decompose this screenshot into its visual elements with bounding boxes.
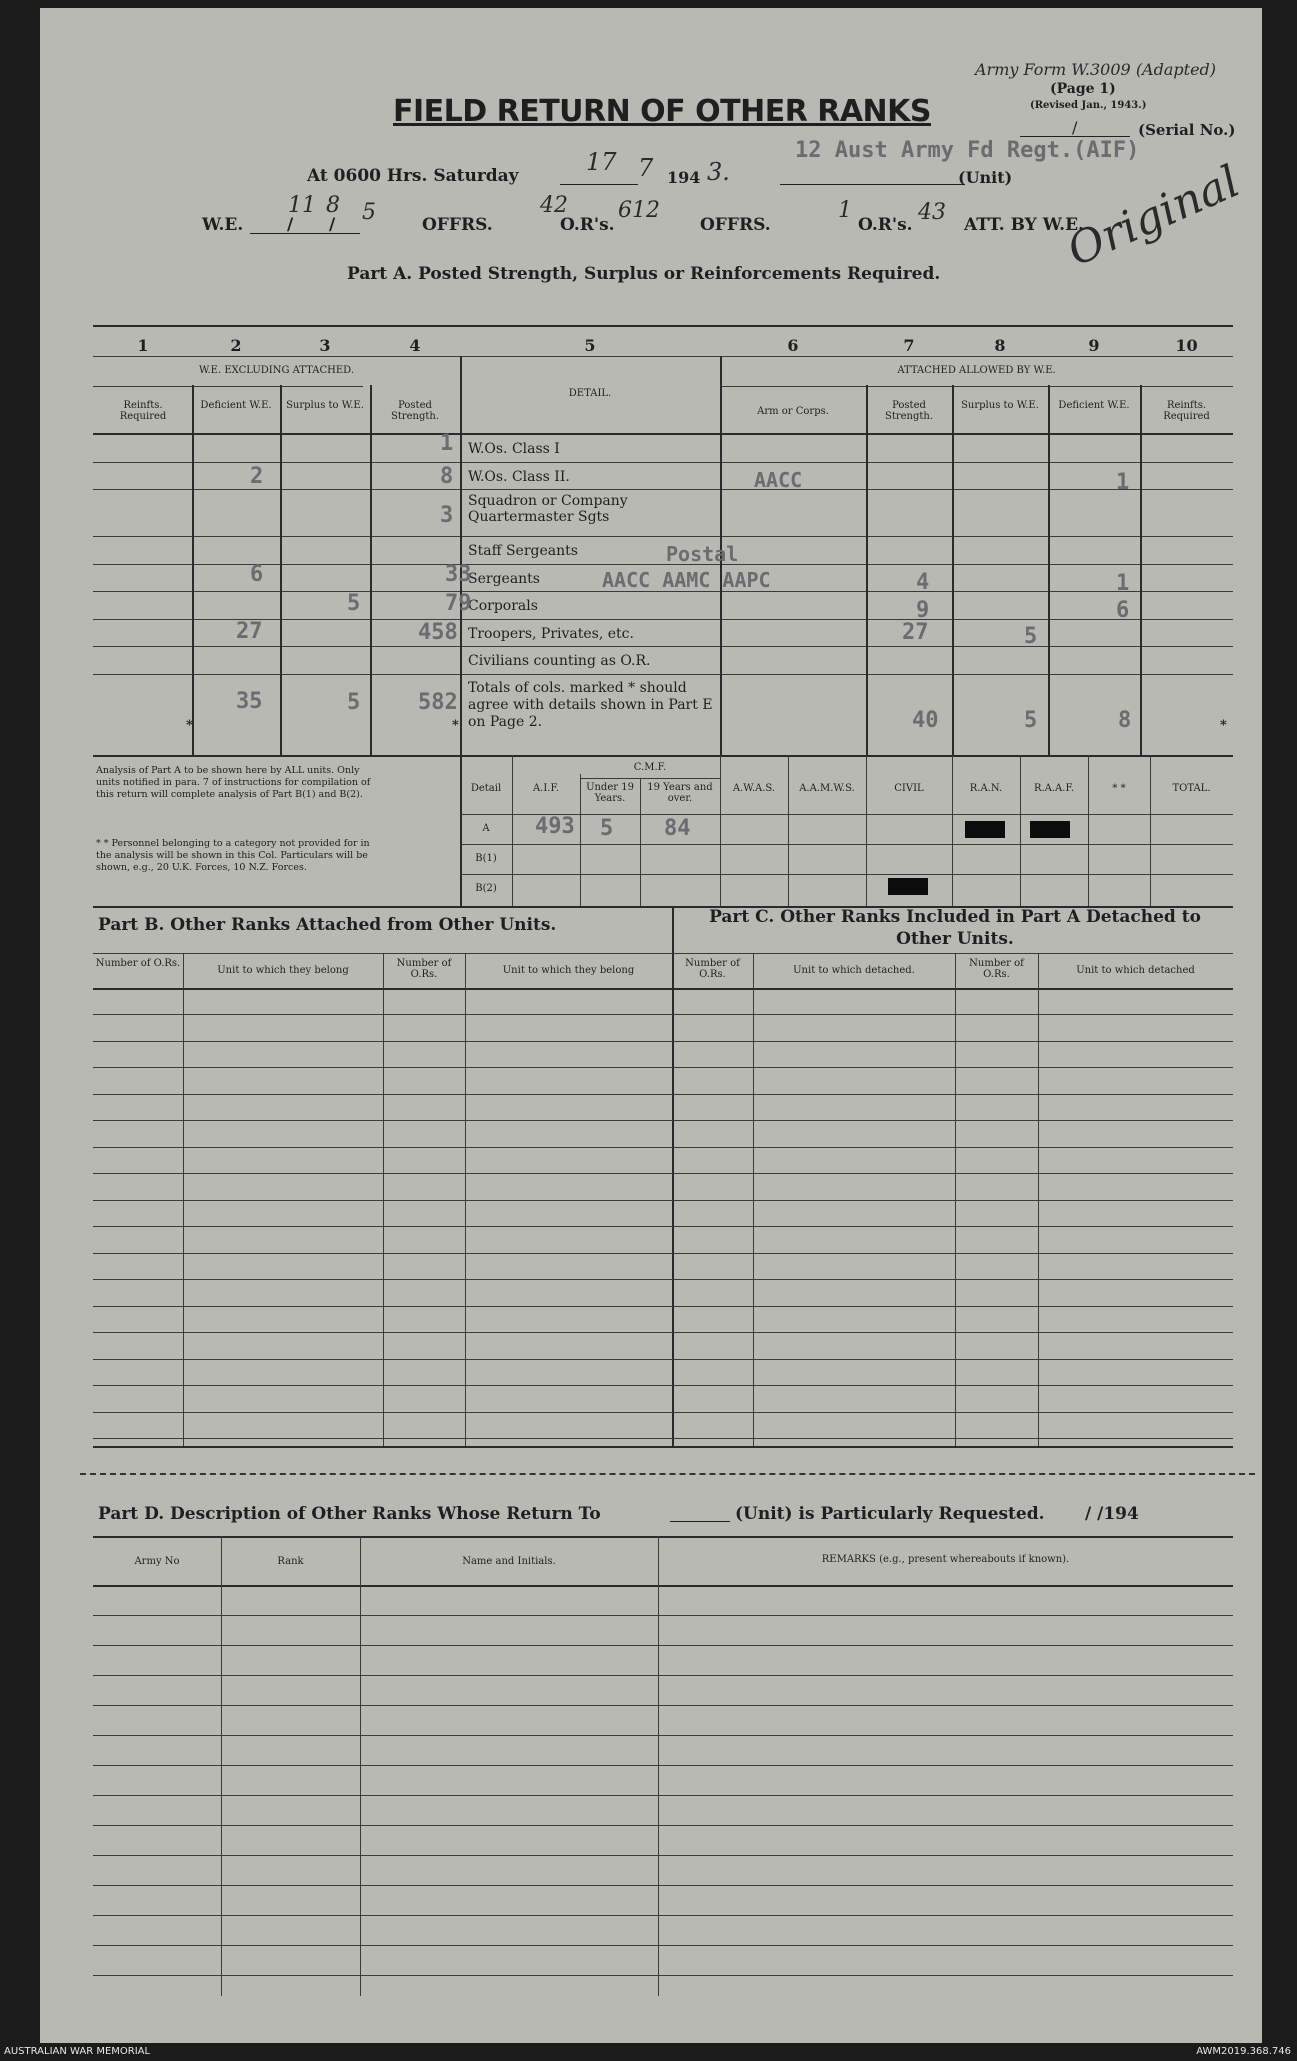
cell-attached-surplus: 5 bbox=[1024, 624, 1038, 649]
ruled-row[interactable] bbox=[93, 1438, 1233, 1439]
totals-detail: Totals of cols. marked * should agree with details shown in Part E on Page 2. bbox=[468, 680, 713, 730]
analysis-raaf-header: R.A.A.F. bbox=[1033, 783, 1075, 794]
at-label: At 0600 Hrs. Saturday bbox=[307, 166, 519, 186]
analysis-cmf-header: C.M.F. bbox=[633, 762, 667, 773]
header-reinfts: Reinfts. Required bbox=[119, 400, 167, 422]
col-number-9: 9 bbox=[1088, 336, 1100, 355]
page-number: (Page 1) bbox=[1050, 81, 1116, 97]
analysis-row-label: B(2) bbox=[475, 883, 497, 894]
we-value-c: 5 bbox=[362, 200, 376, 225]
row-detail: Staff Sergeants bbox=[468, 543, 578, 559]
part-b-num-header: Number of O.Rs. bbox=[95, 958, 181, 969]
analysis-other-header: * * bbox=[1112, 783, 1126, 794]
analysis-aif-header: A.I.F. bbox=[532, 783, 560, 794]
ruled-row[interactable] bbox=[93, 1765, 1233, 1766]
row-detail: W.Os. Class I bbox=[468, 441, 560, 457]
ruled-row[interactable] bbox=[93, 1675, 1233, 1676]
total-attached-surplus: 5 bbox=[1024, 708, 1038, 733]
analysis-civil-header: CIVIL bbox=[894, 783, 924, 794]
star-marker: * bbox=[186, 718, 193, 733]
row-detail: W.Os. Class II. bbox=[468, 469, 570, 485]
analysis-a-aif: 493 bbox=[535, 814, 575, 839]
ruled-row[interactable] bbox=[93, 1067, 1233, 1068]
cell-deficient: 27 bbox=[236, 619, 263, 644]
group-left-header: W.E. EXCLUDING ATTACHED. bbox=[198, 365, 355, 376]
redaction-mark bbox=[1030, 821, 1070, 838]
unit-value: 12 Aust Army Fd Regt.(AIF) bbox=[795, 138, 1140, 163]
col-number-2: 2 bbox=[230, 336, 242, 355]
form-id: Army Form W.3009 (Adapted) bbox=[975, 60, 1217, 79]
we-value-b: 8 bbox=[326, 193, 340, 218]
col-number-10: 10 bbox=[1175, 336, 1198, 355]
cell-attached-posted: 27 bbox=[902, 620, 929, 645]
analysis-ran-header: R.A.N. bbox=[969, 783, 1003, 794]
part-c-num-header: Number of O.Rs. bbox=[685, 958, 740, 980]
cell-attached-posted: 9 bbox=[916, 598, 930, 623]
col-number-3: 3 bbox=[319, 336, 331, 355]
col-number-6: 6 bbox=[787, 336, 799, 355]
cell-posted: 8 bbox=[440, 464, 454, 489]
serial-field[interactable]: / bbox=[1020, 120, 1130, 137]
header-attached-surplus: Surplus to W.E. bbox=[961, 400, 1039, 411]
cell-attached-deficient: 6 bbox=[1116, 598, 1130, 623]
ruled-row[interactable] bbox=[93, 1975, 1233, 1976]
row-detail: Troopers, Privates, etc. bbox=[468, 626, 634, 642]
detail-header: DETAIL. bbox=[568, 388, 612, 399]
total-surplus: 5 bbox=[347, 690, 361, 715]
header-attached-posted: Posted Strength. bbox=[884, 400, 934, 422]
group-right-header: ATTACHED ALLOWED BY W.E. bbox=[897, 365, 1056, 376]
corps-overlay-postal: Postal bbox=[666, 542, 739, 566]
part-d-unit-label: (Unit) is Particularly Requested. bbox=[735, 1504, 1045, 1524]
ruled-row[interactable] bbox=[93, 1615, 1233, 1616]
page-title: FIELD RETURN OF OTHER RANKS bbox=[393, 94, 932, 129]
we-sep-1: / bbox=[287, 215, 294, 235]
ruled-row[interactable] bbox=[93, 1226, 1233, 1227]
cell-attached-posted: 4 bbox=[916, 570, 930, 595]
ruled-row[interactable] bbox=[93, 1385, 1233, 1386]
ruled-row[interactable] bbox=[93, 1120, 1233, 1121]
ors2-value: 43 bbox=[918, 200, 946, 225]
header-arm-corps: Arm or Corps. bbox=[757, 406, 829, 417]
tear-line bbox=[80, 1473, 1255, 1475]
year-digit: 3. bbox=[707, 158, 730, 186]
cell-deficient: 6 bbox=[250, 562, 264, 587]
part-d-name-header: Name and Initials. bbox=[462, 1556, 556, 1567]
total-attached-deficient: 8 bbox=[1118, 708, 1132, 733]
footer-accession: AWM2019.368.746 bbox=[1196, 2046, 1291, 2057]
total-attached-posted: 40 bbox=[912, 708, 939, 733]
att-label: ATT. BY W.E. bbox=[964, 215, 1084, 235]
ors2-label: O.R's. bbox=[858, 215, 913, 235]
part-d-date: / /194 bbox=[1085, 1504, 1139, 1524]
ruled-row[interactable] bbox=[93, 1306, 1233, 1307]
offrs-label: OFFRS. bbox=[422, 215, 493, 235]
total-posted: 582 bbox=[418, 690, 458, 715]
date-line bbox=[560, 184, 638, 185]
redaction-mark bbox=[965, 821, 1005, 838]
offrs2-value: 1 bbox=[838, 198, 852, 223]
header-posted: Posted Strength. bbox=[390, 400, 440, 422]
ruled-row[interactable] bbox=[93, 1855, 1233, 1856]
serial-label: (Serial No.) bbox=[1138, 121, 1236, 139]
analysis-aamws-header: A.A.M.W.S. bbox=[799, 783, 855, 794]
part-d-remarks-header: REMARKS (e.g., present whereabouts if known). bbox=[821, 1554, 1070, 1565]
cell-posted: 33 bbox=[445, 562, 472, 587]
row-detail: Civilians counting as O.R. bbox=[468, 653, 651, 669]
date-month: 7 bbox=[638, 154, 654, 182]
part-d-unit-line[interactable] bbox=[670, 1521, 730, 1522]
ruled-row[interactable] bbox=[93, 1279, 1233, 1280]
row-detail: Squadron or Company Quartermaster Sgts bbox=[468, 493, 628, 525]
total-deficient: 35 bbox=[236, 689, 263, 714]
ruled-row[interactable] bbox=[93, 1014, 1233, 1015]
footer-credit: AUSTRALIAN WAR MEMORIAL bbox=[4, 2046, 151, 2057]
redaction-mark bbox=[888, 878, 928, 895]
offrs2-label: OFFRS. bbox=[700, 215, 771, 235]
year-prefix: 194 bbox=[667, 168, 701, 187]
part-b-unit-header: Unit to which they belong bbox=[502, 965, 635, 976]
ruled-row[interactable] bbox=[93, 1915, 1233, 1916]
date-day: 17 bbox=[586, 148, 617, 176]
cell-deficient: 2 bbox=[250, 464, 264, 489]
ruled-row[interactable] bbox=[93, 1885, 1233, 1886]
analysis-total-header: TOTAL. bbox=[1172, 783, 1211, 794]
analysis-awas-header: A.W.A.S. bbox=[732, 783, 776, 794]
we-value-a: 11 bbox=[288, 193, 316, 218]
col-number-1: 1 bbox=[137, 336, 149, 355]
part-c-unit-header: Unit to which detached. bbox=[793, 965, 915, 976]
cell-attached-deficient: 1 bbox=[1116, 571, 1130, 596]
ruled-row[interactable] bbox=[93, 1735, 1233, 1736]
unit-label: (Unit) bbox=[958, 168, 1013, 187]
star-marker: * bbox=[452, 718, 459, 733]
ruled-row[interactable] bbox=[93, 1645, 1233, 1646]
row-detail: Corporals bbox=[468, 598, 538, 614]
part-b-unit-header: Unit to which they belong bbox=[217, 965, 349, 976]
we-sep-2: / bbox=[329, 215, 336, 235]
analysis-row-label: B(1) bbox=[475, 853, 497, 864]
ruled-row[interactable] bbox=[93, 1795, 1233, 1796]
ruled-row[interactable] bbox=[93, 1945, 1233, 1946]
part-b-title: Part B. Other Ranks Attached from Other Units. bbox=[98, 915, 557, 935]
ruled-row[interactable] bbox=[93, 1147, 1233, 1148]
corps-overlay-list: AACC AAMC AAPC bbox=[602, 568, 771, 592]
analysis-note: Analysis of Part A to be shown here by ALL units. Only units notified in para. 7 of instructions for compilation of this return will complete analysis of Part B(1) and B(2). bbox=[96, 765, 371, 800]
revised-date: (Revised Jan., 1943.) bbox=[1030, 100, 1147, 111]
col-number-5: 5 bbox=[584, 336, 596, 355]
part-b-num-header: Number of O.Rs. bbox=[396, 958, 452, 980]
ruled-row[interactable] bbox=[93, 1173, 1233, 1174]
header-attached-reinfts: Reinfts. Required bbox=[1163, 400, 1210, 422]
part-a-title: Part A. Posted Strength, Surplus or Reinforcements Required. bbox=[347, 264, 941, 284]
cell-arm-corps: AACC bbox=[754, 468, 803, 492]
col-number-4: 4 bbox=[409, 336, 421, 355]
cell-attached-deficient: 1 bbox=[1116, 470, 1130, 495]
col-number-8: 8 bbox=[994, 336, 1006, 355]
unit-line bbox=[780, 184, 965, 185]
part-d-title: Part D. Description of Other Ranks Whose Return To bbox=[98, 1504, 601, 1524]
handwritten-note: Original bbox=[1060, 155, 1248, 277]
ors-value: 612 bbox=[618, 198, 660, 223]
cell-posted: 3 bbox=[440, 503, 454, 528]
ruled-row[interactable] bbox=[93, 1412, 1233, 1413]
analysis-a-over19: 84 bbox=[664, 816, 691, 841]
col-number-7: 7 bbox=[903, 336, 915, 355]
part-d-army-header: Army No bbox=[134, 1556, 180, 1567]
form-sheet bbox=[40, 8, 1262, 2043]
ruled-row[interactable] bbox=[93, 1041, 1233, 1042]
analysis-row-label: A bbox=[482, 823, 490, 834]
we-label: W.E. bbox=[202, 215, 244, 235]
part-c-unit-header: Unit to which detached bbox=[1076, 965, 1195, 976]
ruled-row[interactable] bbox=[93, 1359, 1233, 1360]
part-d-rank-header: Rank bbox=[277, 1556, 304, 1567]
ruled-row[interactable] bbox=[93, 1705, 1233, 1706]
cell-posted: 1 bbox=[440, 431, 454, 456]
we-line bbox=[250, 233, 360, 234]
analysis-detail-header: Detail bbox=[470, 783, 502, 794]
cell-posted: 458 bbox=[418, 620, 458, 645]
star-marker: * bbox=[1220, 718, 1227, 733]
ruled-row[interactable] bbox=[93, 1253, 1233, 1254]
ruled-row[interactable] bbox=[93, 1094, 1233, 1095]
row-detail: Sergeants bbox=[468, 571, 540, 587]
analysis-footnote: * * Personnel belonging to a category not provided for in the analysis will be shown in this Col. Particulars will be shown, e.g., 20 U.K. Forces, 10 N.Z. Forces. bbox=[96, 838, 370, 873]
offrs-value: 42 bbox=[540, 193, 568, 218]
header-deficient: Deficient W.E. bbox=[200, 400, 272, 411]
analysis-under19-header: Under 19 Years. bbox=[586, 782, 634, 804]
part-c-title: Part C. Other Ranks Included in Part A Detached to Other Units. bbox=[709, 907, 1201, 949]
part-c-num-header: Number of O.Rs. bbox=[969, 958, 1024, 980]
analysis-over19-header: 19 Years and over. bbox=[647, 782, 713, 804]
ruled-row[interactable] bbox=[93, 1825, 1233, 1826]
cell-posted: 79 bbox=[445, 591, 472, 616]
cell-surplus: 5 bbox=[347, 591, 361, 616]
ors-label: O.R's. bbox=[560, 215, 615, 235]
header-attached-deficient: Deficient W.E. bbox=[1058, 400, 1130, 411]
ruled-row[interactable] bbox=[93, 1332, 1233, 1333]
analysis-a-under19: 5 bbox=[600, 816, 614, 841]
ruled-row[interactable] bbox=[93, 1200, 1233, 1201]
header-surplus: Surplus to W.E. bbox=[286, 400, 364, 411]
